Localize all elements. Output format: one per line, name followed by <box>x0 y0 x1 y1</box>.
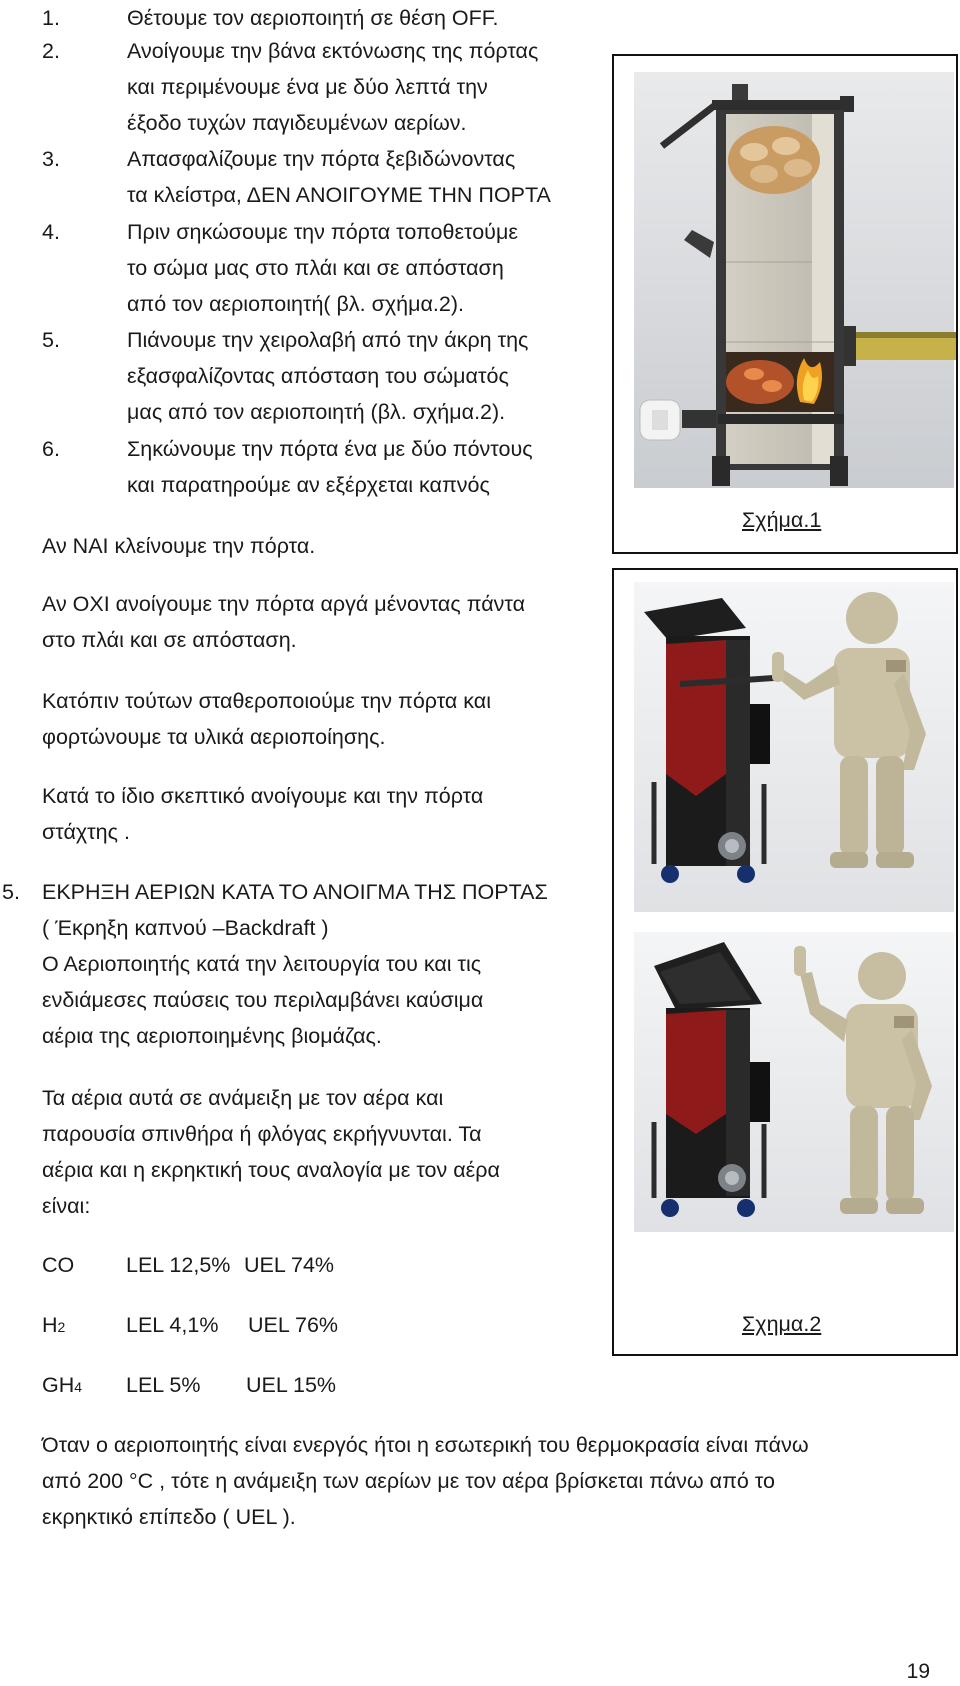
section-body1-line-1: Ο Αεριοποιητής κατά την λειτουργία του και τις <box>42 952 482 976</box>
step-3-line-2: τα κλείστρα, ΔΕΝ ΑΝΟΙΓΟΥΜΕ ΤΗΝ ΠΟΡΤΑ <box>127 183 551 207</box>
gas-name <box>42 1367 82 1405</box>
gas-uel: UEL 15% <box>246 1373 337 1397</box>
section-body2-line-4: είναι: <box>42 1194 91 1218</box>
step-2-line-3: έξοδο τυχών παγιδευμένων αερίων. <box>127 111 467 135</box>
gas-row-gh4 <box>42 1367 442 1403</box>
step-1-text: Θέτουμε τον αεριοποιητή σε θέση OFF. <box>127 6 499 30</box>
gas-lel: LEL 12,5% <box>126 1253 231 1277</box>
gas-row-co <box>42 1247 442 1283</box>
step-2-number: 2. <box>42 39 60 63</box>
gasifier-cutaway-illustration <box>614 62 956 502</box>
ash-line-1: Κατά το ίδιο σκεπτικό ανοίγουμε και την πόρτα <box>42 784 484 808</box>
gasifier-with-mannequin-illustration <box>614 574 956 1234</box>
gas-lel: LEL 5% <box>126 1373 201 1397</box>
step-4-line-3: από τον αεριοποιητή( βλ. σχήμα.2). <box>127 292 464 316</box>
step-2-line-1: Ανοίγουμε την βάνα εκτόνωσης της πόρτας <box>127 39 539 63</box>
section-title: ΕΚΡΗΞΗ ΑΕΡΙΩΝ ΚΑΤΑ ΤΟ ΑΝΟΙΓΜΑ ΤΗΣ ΠΟΡΤΑΣ <box>42 880 548 904</box>
figure-1 <box>612 54 958 554</box>
if-no-line-1: Αν ΟΧΙ ανοίγουμε την πόρτα αργά μένοντας πάντα <box>42 592 526 616</box>
ash-line-2: στάχτης . <box>42 820 130 844</box>
figure-2 <box>612 568 958 1356</box>
closing-paragraph <box>42 1427 809 1535</box>
gas-uel: UEL 74% <box>244 1253 335 1277</box>
step-4-line-1: Πριν σηκώσουμε την πόρτα τοποθετούμε <box>127 220 518 244</box>
section-body2-line-2: παρουσία σπινθήρα ή φλόγας εκρήγνυνται. Τα <box>42 1122 482 1146</box>
section-body1-line-3: αέρια της αεριοποιημένης βιομάζας. <box>42 1024 382 1048</box>
if-no-line-2: στο πλάι και σε απόσταση. <box>42 628 297 652</box>
step-5-line-1: Πιάνουμε την χειρολαβή από την άκρη της <box>127 328 529 352</box>
gas-symbol: CO <box>42 1253 75 1277</box>
step-6-number: 6. <box>42 437 60 461</box>
step-3-number: 3. <box>42 147 60 171</box>
page-number: 19 <box>906 1660 930 1683</box>
figure-2-caption: Σχημα.2 <box>742 1312 822 1336</box>
gas-symbol: GH <box>42 1373 75 1397</box>
if-yes-paragraph: Αν ΝΑΙ κλείνουμε την πόρτα. <box>42 534 316 558</box>
then-line-1: Κατόπιν τούτων σταθεροποιούμε την πόρτα και <box>42 689 492 713</box>
section-heading <box>42 874 548 1054</box>
step-3-line-1: Απασφαλίζουμε την πόρτα ξεβιδώνοντας <box>127 147 516 171</box>
step-2-line-2: και περιμένουμε ένα με δύο λεπτά την <box>127 75 488 99</box>
step-6-line-1: Σηκώνουμε την πόρτα ένα με δύο πόντους <box>127 437 533 461</box>
gas-row-h2 <box>42 1307 442 1343</box>
step-5-line-2: εξασφαλίζοντας απόσταση του σώματός <box>127 364 509 388</box>
section-number: 5. <box>2 880 20 904</box>
gas-subscript: 4 <box>74 1379 83 1395</box>
gas-name <box>42 1307 65 1345</box>
section-body2-line-1: Τα αέρια αυτά σε ανάμειξη με τον αέρα και <box>42 1086 444 1110</box>
step-5-line-3: μας από τον αεριοποιητή (βλ. σχήμα.2). <box>127 400 506 424</box>
closing-line-3: εκρηκτικό επίπεδο ( UEL ). <box>42 1505 296 1529</box>
then-paragraph <box>42 683 491 755</box>
step-6-line-2: και παρατηρούμε αν εξέρχεται καπνός <box>127 473 490 497</box>
closing-line-1: Όταν ο αεριοποιητής είναι ενεργός ήτοι η εσωτερική του θερμοκρασία είναι πάνω <box>42 1433 809 1457</box>
if-no-paragraph <box>42 586 525 658</box>
section-body2-line-3: αέρια και η εκρηκτική τους αναλογία με τον αέρα <box>42 1158 500 1182</box>
figure-1-caption: Σχήμα.1 <box>742 508 822 532</box>
step-4-line-2: το σώμα μας στο πλάι και σε απόσταση <box>127 256 504 280</box>
gas-subscript: 2 <box>57 1319 66 1335</box>
gas-lel: LEL 4,1% <box>126 1313 219 1337</box>
section-body1-line-2: ενδιάμεσες παύσεις του περιλαμβάνει καύσιμα <box>42 988 484 1012</box>
then-line-2: φορτώνουμε τα υλικά αεριοποίησης. <box>42 725 386 749</box>
gas-name <box>42 1247 74 1283</box>
step-5-number: 5. <box>42 328 60 352</box>
step-1-number: 1. <box>42 6 60 30</box>
section-subtitle: ( Έκρηξη καπνού –Backdraft ) <box>42 916 329 940</box>
gas-uel: UEL 76% <box>248 1313 339 1337</box>
closing-line-2: από 200 °C , τότε η ανάμειξη των αερίων με τον αέρα βρίσκεται πάνω από το <box>42 1469 775 1493</box>
step-4-number: 4. <box>42 220 60 244</box>
section-body2 <box>42 1080 500 1224</box>
ash-paragraph <box>42 778 483 850</box>
gas-symbol: H <box>42 1313 58 1337</box>
